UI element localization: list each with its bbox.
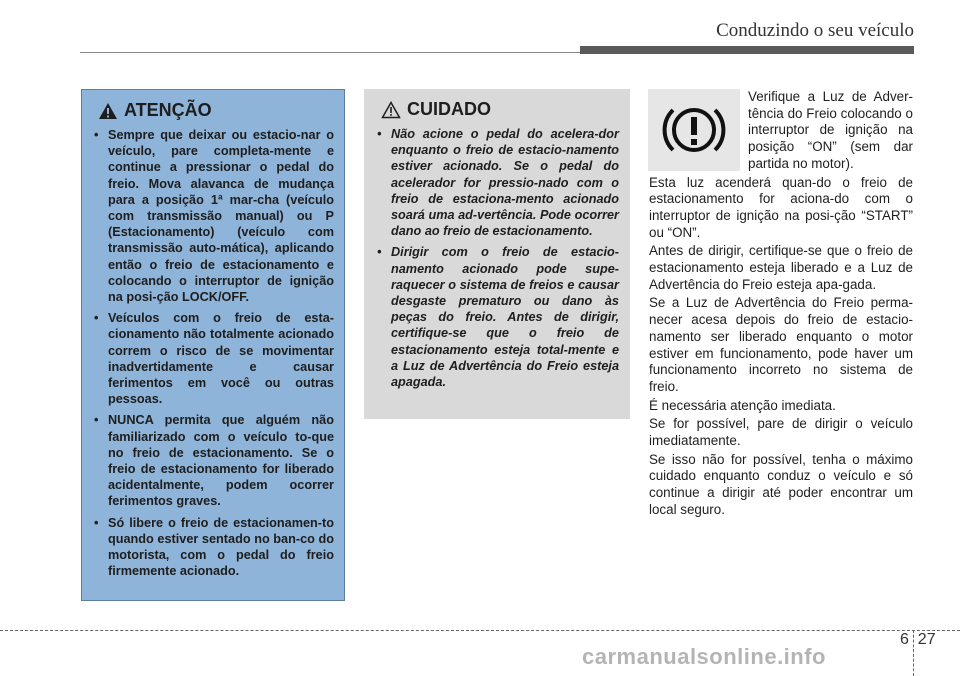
- caution-title: CUIDADO: [407, 99, 491, 119]
- paragraph: Se a Luz de Advertência do Freio perma-necer acesa depois do freio de estacio-namento ser liberado enquanto o motor estiver em funcionamento, pode haver um funcionamento incorreto no sistema de freio.: [649, 295, 913, 394]
- chapter-number: 6: [900, 631, 909, 648]
- right-column-text: [649, 89, 913, 521]
- caution-heading: [375, 99, 619, 120]
- watermark[interactable]: carmanualsonline.info: [582, 644, 826, 669]
- paragraph: Esta luz acenderá quan-do o freio de estacionamento for aciona-do com o interruptor de ignição na posi-ção “START” ou “ON”.: [649, 174, 913, 240]
- caution-list: [375, 126, 619, 390]
- caution-box: [364, 89, 630, 419]
- caution-item: • Dirigir com o freio de estacio-namento acionado pode supe-raquecer o sistema de freios e causar desgaste prematuro ou dano às peças do freio. Antes de dirigir, certifique-se que o freio de estacionamento esteja total-mente e a Luz de Advertência do Freio esteja apagada.: [375, 244, 619, 390]
- header-title: Conduzindo o seu veículo: [716, 20, 914, 41]
- caution-triangle-icon: [381, 101, 401, 119]
- header-rule: [80, 52, 580, 53]
- icon-spacer: [649, 89, 748, 173]
- caution-item: • Não acione o pedal do acelera-dor enquanto o freio de estacio-namento estiver acionado. Se o pedal do acelerador for pressio-nado com o freio de estaciona-mento acionado soará uma ad-vertência. Pode ocorrer dano ao freio de estacionamento.: [375, 126, 619, 239]
- warning-list: [92, 127, 334, 579]
- paragraph: Antes de dirigir, certifique-se que o freio de estacionamento esteja liberado e a Luz de Advertência do Freio esteja apa-gada.: [649, 243, 913, 292]
- warning-heading: [92, 100, 334, 121]
- header-bar: [580, 46, 914, 54]
- warning-item: • NUNCA permita que alguém não familiarizado com o veículo to-que no freio de estacionamento. Se o freio de estacionamento for liberado acidentalmente, podem ocorrer ferimentos graves.: [92, 412, 334, 509]
- paragraph: Se for possível, pare de dirigir o veículo imediatamente.: [649, 416, 913, 449]
- warning-item: • Sempre que deixar ou estacio-nar o veículo, pare completa-mente e continue a pressionar o pedal do freio. Mova alavanca de mudança para a posição 1ª mar-cha (veículo com transmissão manual) ou P (Estacionamento) (veículo com transmissão auto-mática), aplicando então o freio de estacionamento e colocando o interruptor de ignição na posi-ção LOCK/OFF.: [92, 127, 334, 305]
- warning-triangle-icon: [98, 102, 118, 120]
- warning-item: • Veículos com o freio de esta-cionamento não totalmente acionado correm o risco de se movimentar inadvertidamente e causar ferimentos em você ou outras pessoas.: [92, 310, 334, 407]
- warning-item: • Só libere o freio de estacionamen-to quando estiver sentado no ban-co do motorista, com o pedal do freio firmemente acionado.: [92, 515, 334, 580]
- paragraph: É necessária atenção imediata.: [649, 397, 836, 413]
- page-number: [900, 631, 936, 649]
- page-number-separator: [913, 630, 914, 676]
- warning-box: [81, 89, 345, 601]
- warning-title: ATENÇÃO: [124, 100, 212, 120]
- paragraph: Se isso não for possível, tenha o máximo cuidado enquanto conduz o veículo e só continue a dirigir até poder encontrar um local seguro.: [649, 451, 913, 517]
- page-index: 27: [917, 631, 936, 648]
- footer-rule: [0, 630, 960, 631]
- paragraph: Verifique a Luz de Adver-tência do Freio colocando o interruptor de ignição na posição “ON” (sem dar partida no motor).: [748, 89, 913, 171]
